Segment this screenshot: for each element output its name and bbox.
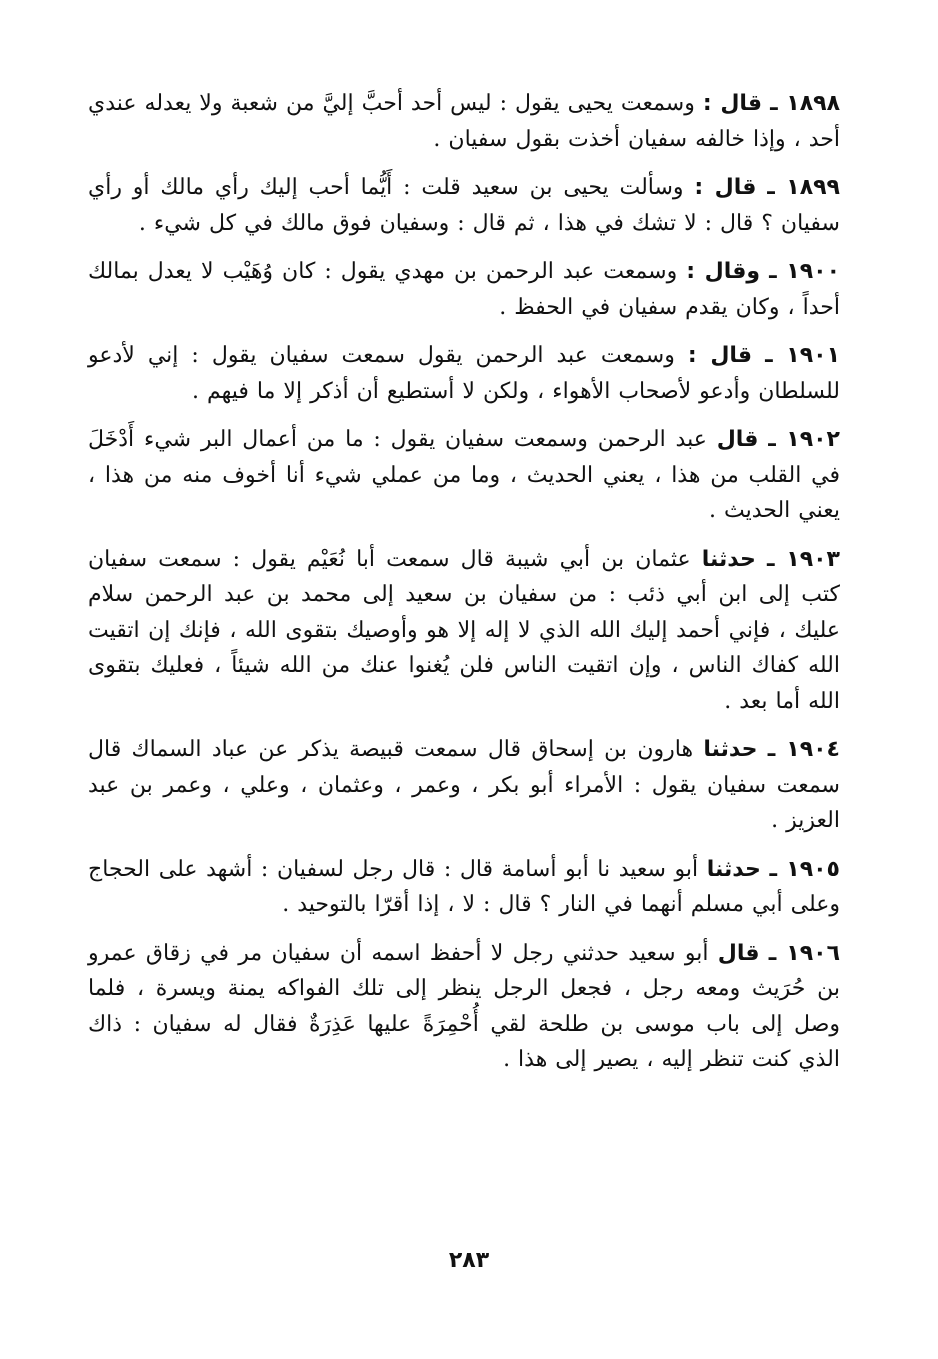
entry-number: ١٨٩٨ ـ (770, 91, 840, 116)
entry-lead-word: وقال : (686, 259, 761, 284)
entry-number: ١٩٠١ ـ (765, 343, 841, 368)
entry-text: أبو سعيد حدثني رجل لا أحفظ اسمه أن سفيان مر في زقاق عمرو بن حُرَيث ومعه رجل ، فجعل الرجل ينظر إلى تلك الفواكه يمنة ويسرة ، فلما وصل إلى باب موسى بن طلحة لقي أُحْمِرَةً عليها عَذِرَةٌ فقال له سفيان : ذاك الذي كنت تنظر إليه ، يصير إلى هذا . (88, 940, 840, 1072)
entry-number: ١٩٠٠ ـ (769, 259, 841, 284)
entry-text: وسألت يحيى بن سعيد قلت : أَيُّما أحب إليك رأي مالك أو رأي سفيان ؟ قال : لا تشك في هذا ، ثم قال : وسفيان فوق مالك في كل شيء . (88, 175, 840, 236)
entry-text: عبد الرحمن وسمعت سفيان يقول : ما من أعمال البر شيء أَدْخَلَ في القلب من هذا ، يعني الحديث ، وما من عملي شيء أنا أخوف منه من هذا ، يعني الحديث . (88, 427, 840, 523)
entry-lead-word: حدثنا (706, 856, 761, 882)
entry-1899 (88, 170, 840, 241)
entry-1903 (88, 542, 840, 720)
entry-lead-word: قال : (687, 343, 753, 368)
entry-1902 (88, 422, 840, 529)
entry-number: ١٨٩٩ ـ (767, 175, 840, 200)
entry-lead-word: قال : (694, 175, 757, 200)
entry-lead-word: قال : (702, 91, 763, 116)
entry-1901 (88, 338, 840, 409)
entry-1900 (88, 254, 840, 325)
entry-lead-word: قال (717, 940, 760, 966)
entry-text: هارون بن إسحاق قال سمعت قبيصة يذكر عن عباد السماك قال سمعت سفيان يقول : الأمراء أبو بكر ، وعمر ، وعثمان ، وعلي ، وعمر بن عبد العزيز . (88, 737, 840, 833)
entry-lead-word: قال (716, 427, 759, 452)
entry-text: أبو سعيد نا أبو أسامة قال : قال رجل لسفيان : أشهد على الحجاج وعلى أبي مسلم أنهما في النار ؟ قال : لا ، إذا أقرّا بالتوحيد . (88, 856, 840, 917)
entry-1906 (88, 936, 840, 1078)
entry-number: ١٩٠٤ ـ (767, 737, 840, 762)
entry-number: ١٩٠٣ ـ (766, 546, 840, 572)
page-number: ٢٨٣ (448, 1248, 490, 1273)
entry-1898 (88, 86, 840, 157)
entry-text: وسمعت عبد الرحمن يقول سمعت سفيان يقول : إني لأدعو للسلطان وأدعو لأصحاب الأهواء ، ولكن لا أستطيع أن أذكر إلا ما فيهم . (88, 343, 840, 404)
entry-lead-word: حدثنا (703, 737, 758, 762)
entry-text: وسمعت يحيى يقول : ليس أحد أحبَّ إليَّ من شعبة ولا يعدله عندي أحد ، وإذا خالفه سفيان أخذت بقول سفيان . (88, 91, 840, 152)
entry-text: عثمان بن أبي شيبة قال سمعت أبا نُعَيْم يقول : سمعت سفيان كتب إلى ابن أبي ذئب : من سفيان بن سعيد إلى محمد بن عبد الرحمن سلام عليك ، فإني أحمد إليك الله الذي لا إله إلا هو وأوصيك بتقوى الله ، فإنك إن اتقيت الله كفاك الناس ، وإن اتقيت الناس فلن يُغنوا عنك من الله شيئاً ، فعليك بتقوى الله أما بعد . (88, 546, 840, 714)
entry-text: وسمعت عبد الرحمن بن مهدي يقول : كان وُهَيْب لا يعدل بمالك أحداً ، وكان يقدم سفيان في الحفظ . (88, 259, 840, 320)
entry-1904 (88, 732, 840, 839)
entry-number: ١٩٠٥ ـ (769, 856, 840, 882)
entry-number: ١٩٠٦ ـ (768, 940, 840, 966)
entry-number: ١٩٠٢ ـ (768, 427, 840, 452)
entry-lead-word: حدثنا (701, 546, 756, 572)
page-body (88, 86, 840, 1091)
entry-1905 (88, 852, 840, 923)
